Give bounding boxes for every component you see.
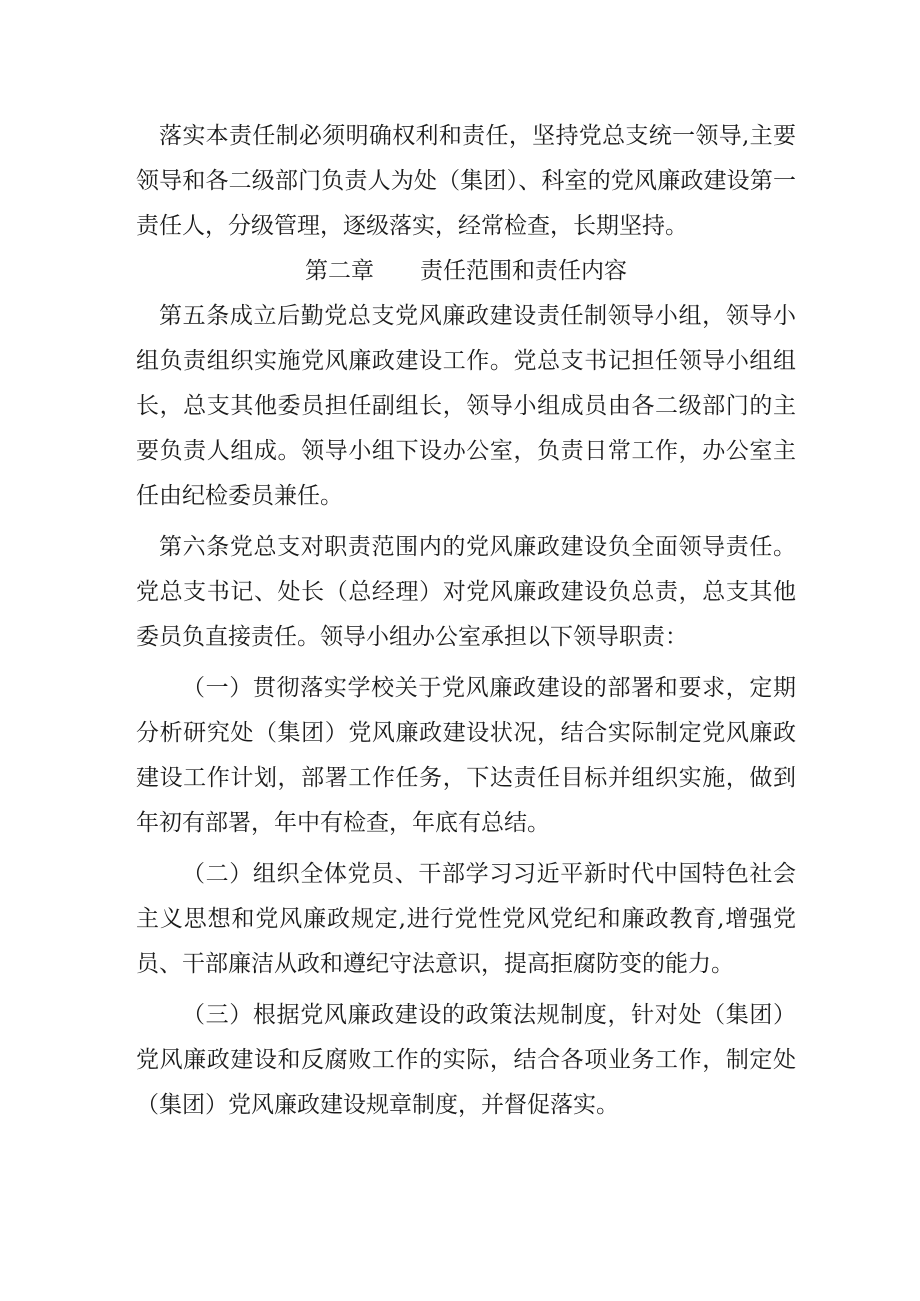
document-body — [136, 114, 796, 1128]
duty-item-one: （一）贯彻落实学校关于党风廉政建设的部署和要求，定期分析研究处（集团）党风廉政建设状况，结合实际制定党风廉政建设工作计划，部署工作任务，下达责任目标并组织实施，做到年初有部署，年中有检查，年底有总结。 — [136, 675, 796, 836]
paragraph-intro: 落实本责任制必须明确权利和责任，坚持党总支统一领导,主要领导和各二级部门负责人为处（集团）、科室的党风廉政建设第一责任人，分级管理，逐级落实，经常检查，长期坚持。 — [136, 123, 796, 239]
chapter-heading: 第二章 责任范围和责任内容 — [305, 258, 627, 284]
duty-item-three: （三）根据党风廉政建设的政策法规制度，针对处（集团）党风廉政建设和反腐败工作的实际，结合各项业务工作，制定处（集团）党风廉政建设规章制度，并督促落实。 — [136, 1002, 796, 1118]
duty-item-two: （二）组织全体党员、干部学习习近平新时代中国特色社会主义思想和党风廉政规定,进行党性党风党纪和廉政教育,增强党员、干部廉洁从政和遵纪守法意识，提高拒腐防变的能力。 — [136, 861, 796, 977]
article-five: 第五条成立后勤党总支党风廉政建设责任制领导小组，领导小组负责组织实施党风廉政建设工作。党总支书记担任领导小组组长，总支其他委员担任副组长，领导小组成员由各二级部门的主要负责人组成。领导小组下设办公室，负责日常工作，办公室主任由纪检委员兼任。 — [136, 303, 796, 509]
article-six: 第六条党总支对职责范围内的党风廉政建设负全面领导责任。党总支书记、处长（总经理）对党风廉政建设负总责，总支其他委员负直接责任。领导小组办公室承担以下领导职责： — [136, 534, 796, 650]
